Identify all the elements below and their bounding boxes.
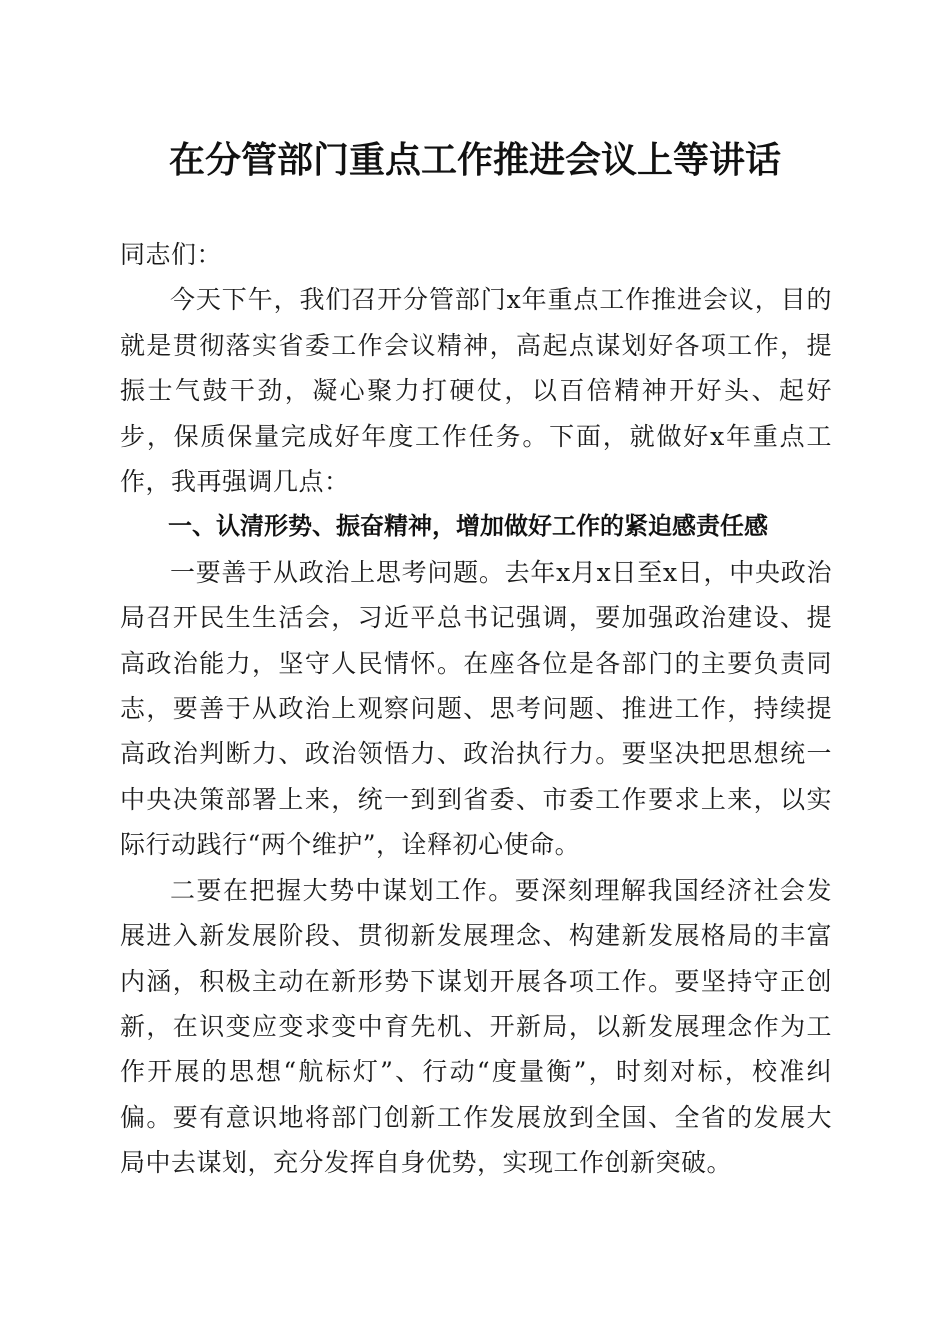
salutation: 同志们： [120,240,223,269]
body-paragraph-trends: 二要在把握大势中谋划工作。要深刻理解我国经济社会发展进入新发展阶段、贯彻新发展理念、构建新发展格局的丰富内涵，积极主动在新形势下谋划开展各项工作。要坚持守正创新，在识变应变求变中育先机、开新局，以新发展理念作为工作开展的思想“航标灯”、行动“度量衡”，时刻对标，校准纠偏。要有意识地将部门创新工作发展放到全国、全省的发展大局中去谋划，充分发挥自身优势，实现工作创新突破。 [120,875,832,1178]
document-body [120,232,832,1186]
section-heading: 一、认清形势、振奋精神，增加做好工作的紧迫感责任感 [168,512,768,541]
body-paragraph-politics: 一要善于从政治上思考问题。去年x月x日至x日，中央政治局召开民生生活会，习近平总书记强调，要加强政治建设、提高政治能力，坚守人民情怀。在座各位是各部门的主要负责同志，要善于从政治上观察问题、思考问题、推进工作，持续提高政治判断力、政治领悟力、政治执行力。要坚决把思想统一中央决策部署上来，统一到到省委、市委工作要求上来，以实际行动践行“两个维护”，诠释初心使命。 [120,557,832,860]
document-title: 在分管部门重点工作推进会议上等讲话 [168,139,781,181]
intro-paragraph: 今天下午，我们召开分管部门x年重点工作推进会议，目的就是贯彻落实省委工作会议精神，高起点谋划好各项工作，提振士气鼓干劲，凝心聚力打硬仗，以百倍精神开好头、起好步，保质保量完成好年度工作任务。下面，就做好x年重点工作，我再强调几点： [120,285,832,497]
